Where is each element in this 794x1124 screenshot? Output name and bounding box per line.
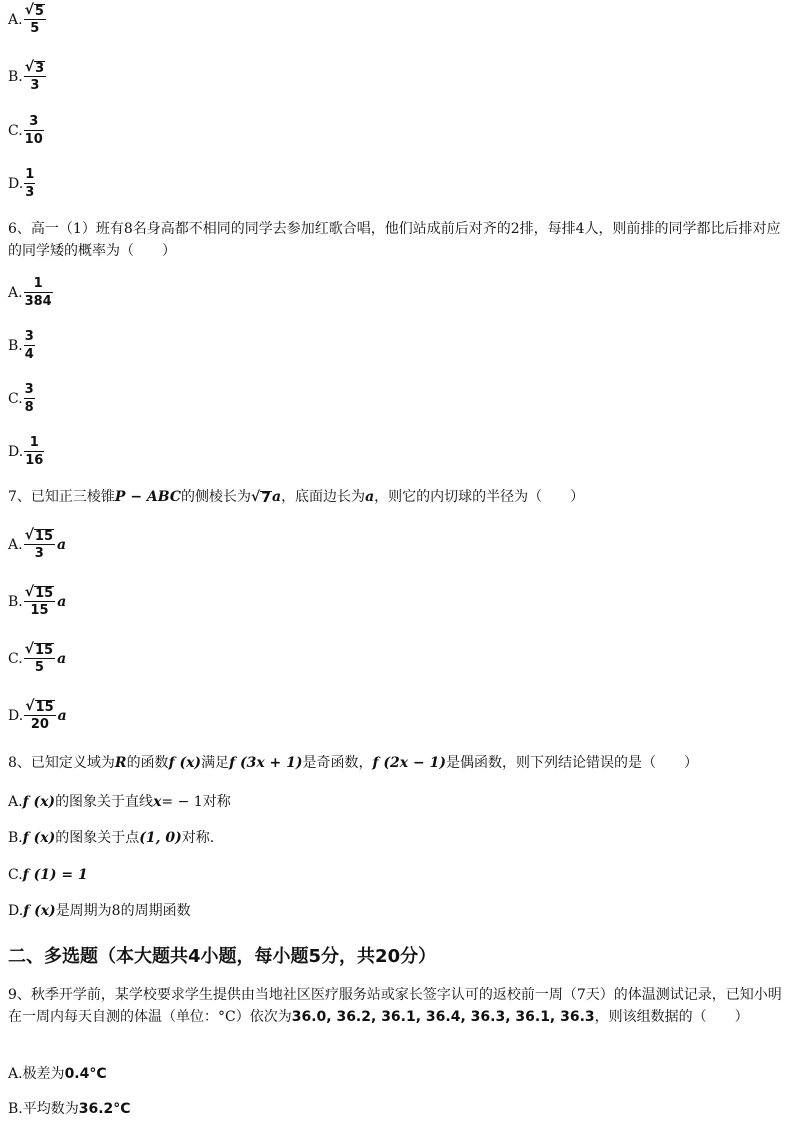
stem-text: 9、秋季开学前，某学校要求学生提供由当地社区医疗服务站或家长签字认可的返校前一周（7天）的体温测试记录，已知小明在一周内每天自测的体温（单位：°C）依次为 — [8, 987, 782, 1025]
math-expr: 36.0, 36.2, 36.1, 36.4, 36.3, 36.1, 36.3 — [291, 1009, 595, 1025]
fraction — [24, 114, 44, 147]
option-label: C. — [8, 390, 23, 407]
math-expr: R — [114, 755, 127, 771]
q7-option-b[interactable] — [8, 585, 66, 618]
fraction: √ 15 5 — [24, 641, 54, 675]
denominator: 384 — [24, 294, 52, 309]
denominator: 16 — [25, 453, 44, 468]
fraction — [24, 382, 35, 415]
math-expr: a — [271, 489, 282, 505]
stem-text: ，则它的内切球的半径为（ ） — [374, 489, 585, 505]
math-var: a — [57, 593, 67, 610]
stem-text: 是奇函数， — [302, 755, 373, 771]
math-expr: a — [365, 489, 375, 505]
math-expr: 0.4°C — [64, 1066, 107, 1082]
sqrt-expr: √ 7 — [251, 488, 271, 506]
option-label: B. — [8, 1101, 23, 1117]
math-var: a — [57, 536, 67, 553]
q5-option-b[interactable] — [8, 60, 46, 93]
q5-option-c[interactable] — [8, 114, 44, 147]
radicand: 15 — [35, 586, 54, 601]
q6-option-b[interactable] — [8, 329, 35, 362]
math-expr: f (x) — [23, 903, 56, 919]
question-8-stem — [8, 752, 788, 774]
stem-text: ，则该组数据的（ ） — [594, 1009, 749, 1025]
option-text: 极差为 — [22, 1066, 65, 1082]
question-7-stem — [8, 486, 788, 508]
q6-option-a[interactable] — [8, 276, 53, 309]
math-expr: f (1) = 1 — [22, 867, 88, 883]
section-heading: 二、多选题（本大题共4小题，每小题5分，共20分） — [8, 946, 437, 967]
option-label: B. — [8, 68, 23, 85]
stem-text: 的侧棱长为 — [181, 489, 252, 505]
option-label: D. — [8, 903, 24, 919]
denominator: 3 — [25, 185, 35, 200]
radicand: 3 — [35, 61, 45, 76]
q7-option-d[interactable] — [8, 699, 67, 732]
stem-text: 是偶函数，则下列结论错误的是（ ） — [445, 755, 698, 771]
q5-option-d[interactable] — [8, 167, 35, 200]
option-label: A. — [8, 284, 23, 301]
radicand: 15 — [35, 700, 54, 715]
q7-option-a[interactable] — [8, 528, 66, 561]
denominator: 5 — [30, 21, 40, 36]
math-expr: x — [153, 794, 162, 810]
denominator: 3 — [34, 546, 44, 561]
option-label: D. — [8, 443, 24, 460]
radicand: 5 — [34, 4, 44, 19]
option-text: 是周期为8的周期函数 — [55, 903, 191, 919]
option-text: 的图象关于点 — [55, 830, 140, 846]
denominator: 8 — [24, 400, 34, 415]
stem-text: 8、已知定义域为 — [8, 755, 115, 771]
stem-text: 的函数 — [126, 755, 169, 771]
option-label: C. — [8, 650, 23, 667]
denominator: 5 — [34, 660, 44, 675]
fraction: √ 15 15 — [24, 584, 54, 618]
q8-option-b[interactable] — [8, 827, 788, 849]
option-label: C. — [8, 867, 23, 883]
fraction — [24, 435, 44, 468]
option-label: D. — [8, 707, 24, 724]
q8-option-d[interactable] — [8, 900, 788, 922]
option-label: D. — [8, 175, 24, 192]
option-text: 对称. — [181, 830, 215, 846]
stem-text: ，底面边长为 — [281, 489, 366, 505]
numerator: 3 — [29, 114, 39, 129]
option-text: = − 1对称 — [161, 794, 231, 810]
numerator: 1 — [29, 435, 39, 450]
stem-text: 满足 — [201, 755, 230, 771]
fraction: √ 15 3 — [24, 527, 53, 561]
option-label: C. — [8, 122, 23, 139]
stem-text: 7、已知正三棱锥 — [8, 489, 115, 505]
q6-option-c[interactable] — [8, 382, 35, 415]
q6-option-d[interactable] — [8, 435, 44, 468]
fraction: √ 15 20 — [25, 698, 54, 732]
math-expr: P − ABC — [114, 489, 182, 505]
radicand: 15 — [34, 529, 53, 544]
radicand: 15 — [35, 643, 54, 658]
math-expr: f (3x + 1) — [229, 755, 303, 771]
fraction — [24, 329, 35, 362]
question-6-stem: 6、高一（1）班有8名身高都不相同的同学去参加红歌合唱，他们站成前后对齐的2排，每排4人，则前排的同学都比后排对应的同学矮的概率为（ ） — [8, 221, 781, 259]
numerator: 3 — [24, 329, 34, 344]
option-label: A. — [8, 11, 23, 28]
math-var: a — [57, 707, 67, 724]
fraction: √ 5 5 — [24, 2, 44, 36]
fraction — [24, 167, 35, 200]
numerator: 1 — [25, 167, 35, 182]
denominator: 10 — [24, 132, 43, 147]
option-label: A. — [8, 1066, 23, 1082]
option-label: A. — [8, 794, 23, 810]
denominator: 15 — [30, 603, 49, 618]
math-expr: f (2x − 1) — [372, 755, 446, 771]
question-9-stem — [8, 984, 788, 1028]
q9-option-a[interactable] — [8, 1063, 788, 1085]
option-label: B. — [8, 337, 23, 354]
math-expr: f (x) — [22, 830, 56, 846]
math-expr: f (x) — [22, 794, 56, 810]
option-label: A. — [8, 536, 23, 553]
denominator: 4 — [24, 347, 34, 362]
numerator: 1 — [33, 276, 43, 291]
numerator: 3 — [24, 382, 34, 397]
option-text: 的图象关于直线 — [55, 794, 154, 810]
math-var: a — [57, 650, 67, 667]
denominator: 20 — [30, 717, 49, 732]
math-expr: f (x) — [168, 755, 202, 771]
q8-option-c[interactable] — [8, 864, 788, 886]
radicand: 7 — [261, 489, 271, 506]
math-expr: (1, 0) — [139, 830, 182, 846]
q8-option-a[interactable] — [8, 791, 788, 813]
fraction — [24, 276, 53, 309]
fraction: √ 3 3 — [24, 59, 45, 93]
denominator: 3 — [30, 78, 40, 93]
option-label: B. — [8, 830, 23, 846]
q9-option-b[interactable] — [8, 1098, 788, 1120]
option-text: 平均数为 — [22, 1101, 79, 1117]
q5-option-a[interactable] — [8, 3, 46, 36]
math-expr: 36.2°C — [78, 1101, 131, 1117]
q7-option-c[interactable] — [8, 642, 66, 675]
option-label: B. — [8, 593, 23, 610]
